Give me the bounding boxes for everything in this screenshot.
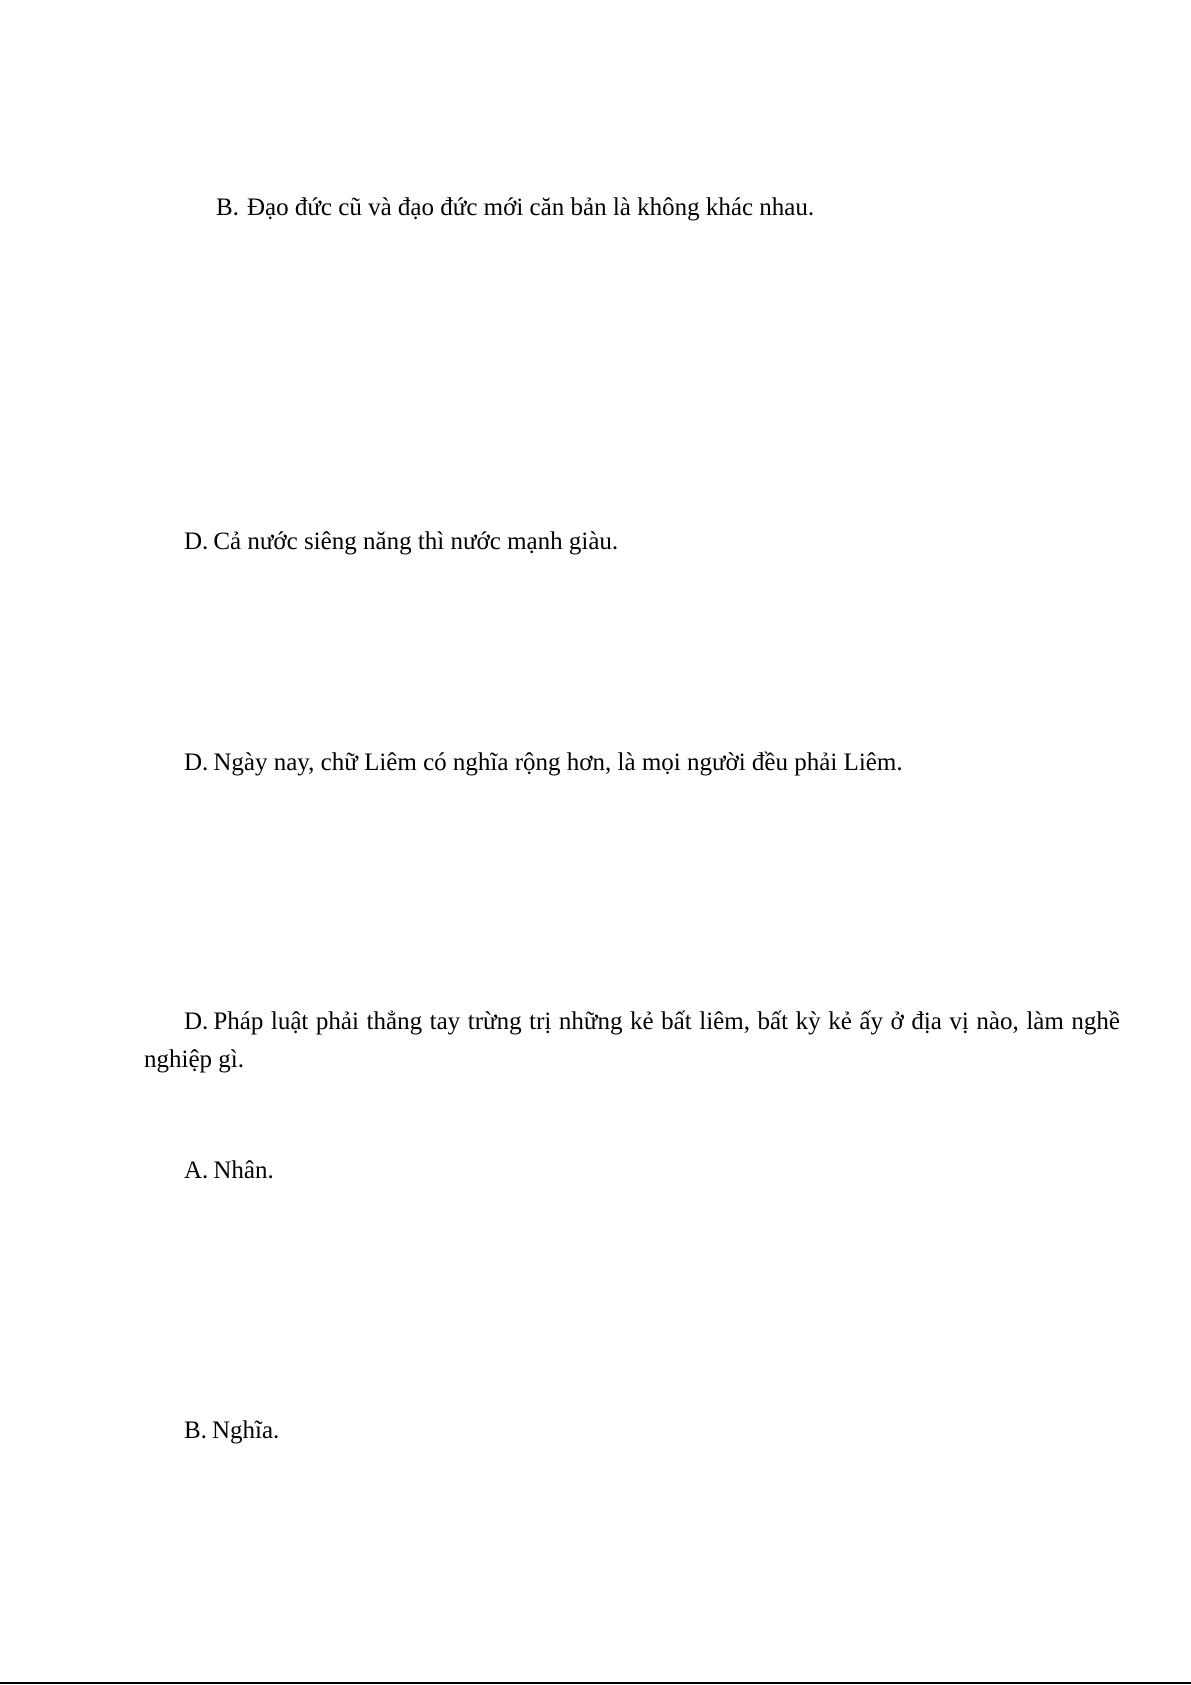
option-label: A.	[184, 1157, 209, 1184]
option-text: Pháp luật phải thẳng tay trừng trị những kẻ bất liêm, bất kỳ kẻ ấy ở địa vị nào, làm nghề nghiệp gì.	[144, 1008, 1120, 1073]
option-text: Nhân.	[213, 1157, 274, 1184]
option-text: Ngày nay, chữ Liêm có nghĩa rộng hơn, là mọi người đều phải Liêm.	[213, 749, 903, 776]
option-label: D.	[184, 749, 209, 776]
answer-option-a-1	[184, 1153, 274, 1189]
option-text: Nghĩa.	[211, 1417, 280, 1444]
answer-option-d-1	[184, 524, 618, 560]
answer-option-d-3	[144, 1003, 1120, 1079]
option-label: B.	[184, 1417, 207, 1444]
option-text: Đạo đức cũ và đạo đức mới căn bản là không khác nhau.	[246, 194, 815, 221]
answer-option-b-1	[216, 190, 814, 226]
option-text: Cả nước siêng năng thì nước mạnh giàu.	[213, 528, 619, 555]
answer-option-d-2	[184, 745, 903, 781]
option-label: D.	[184, 1008, 209, 1035]
answer-option-b-2	[184, 1413, 279, 1449]
page-bottom-rule	[0, 1682, 1191, 1684]
option-label: B.	[216, 194, 239, 221]
option-label: D.	[184, 528, 209, 555]
